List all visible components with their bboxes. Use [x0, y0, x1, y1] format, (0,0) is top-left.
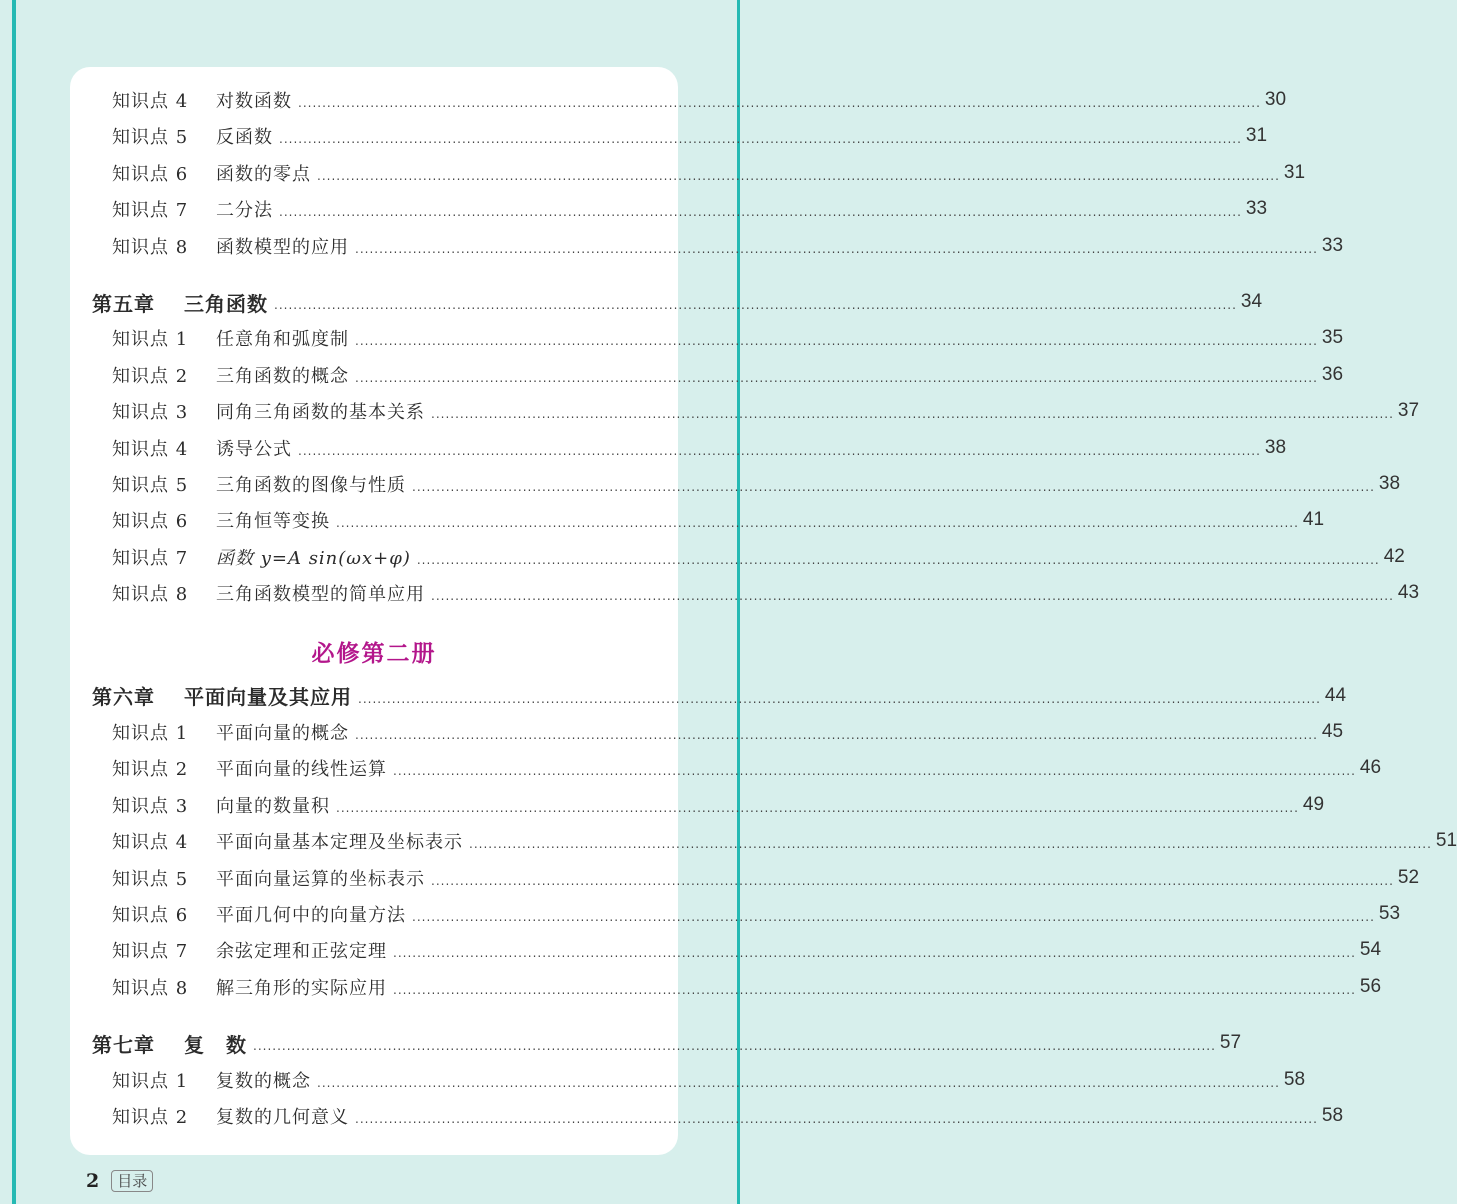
entry-title: 平面向量的线性运算 [216, 759, 387, 781]
chapter-title: 三角函数 [184, 291, 268, 316]
entry-title: 诱导公式 [216, 438, 292, 460]
knowledge-point-number: 知识点 1 [112, 1070, 189, 1092]
entry-title: 平面向量的概念 [216, 723, 349, 744]
page-number: 41 [1302, 509, 1325, 531]
toc-entry-row[interactable] [70, 899, 1401, 929]
entry-title: 三角函数模型的简单应用 [216, 584, 425, 606]
chapter-row[interactable] [70, 287, 1263, 317]
toc-entry-row[interactable] [70, 231, 1344, 261]
entry-label [70, 681, 352, 710]
entry-label [70, 196, 273, 222]
knowledge-point-number: 知识点 1 [112, 329, 189, 351]
toc-entry-row[interactable] [70, 194, 1268, 224]
entry-label [70, 937, 387, 963]
page-number: 54 [1359, 939, 1382, 961]
toc-entry-row[interactable] [70, 85, 1287, 115]
dot-leader: ........................................................................................................................................................................................................ [317, 1075, 1280, 1090]
entry-title: 平面向量基本定理及坐标表示 [216, 832, 463, 854]
page-number: 33 [1245, 198, 1268, 220]
knowledge-point-number: 知识点 6 [112, 905, 189, 926]
dot-leader: ........................................................................................................................................................................................................ [298, 443, 1261, 458]
page-number: 45 [1321, 721, 1344, 742]
knowledge-point-number: 知识点 8 [112, 584, 189, 606]
chapter-title: 复 数 [184, 1032, 247, 1057]
page-number: 2 [86, 1170, 100, 1192]
knowledge-point-number: 知识点 8 [112, 977, 189, 999]
toc-entry-row[interactable] [70, 1101, 1344, 1131]
knowledge-point-number: 知识点 7 [112, 200, 189, 222]
entry-label [70, 435, 292, 461]
dot-leader: ........................................................................................................................................................................................................ [431, 873, 1394, 888]
page-number: 57 [1219, 1032, 1242, 1054]
page-number: 30 [1264, 89, 1287, 110]
knowledge-point-number: 知识点 7 [112, 547, 189, 569]
dot-leader: ........................................................................................................................................................................................................ [355, 334, 1318, 349]
toc-entry-row[interactable] [70, 1065, 1306, 1095]
knowledge-point-number: 知识点 2 [112, 1107, 189, 1128]
toc-entry-row[interactable] [70, 433, 1287, 463]
entry-label [70, 755, 387, 781]
knowledge-point-number: 知识点 8 [112, 236, 189, 258]
knowledge-point-number: 知识点 3 [112, 795, 189, 817]
section-title: 必修第二册 [311, 640, 437, 667]
page-number: 53 [1378, 903, 1401, 924]
entry-label [70, 233, 349, 259]
knowledge-point-number: 知识点 2 [112, 759, 189, 781]
entry-label [70, 1029, 247, 1058]
toc-entry-row[interactable] [70, 542, 1405, 572]
entry-title: 三角函数的概念 [216, 365, 349, 387]
toc-entry-row[interactable] [70, 826, 1457, 856]
dot-leader: ........................................................................................................................................................................................................ [355, 728, 1318, 742]
entry-title: 三角函数的图像与性质 [216, 475, 406, 496]
page-number: 52 [1397, 866, 1420, 888]
toc-entry-row[interactable] [70, 505, 1325, 535]
knowledge-point-number: 知识点 1 [112, 723, 189, 744]
knowledge-point-number: 知识点 6 [112, 163, 189, 185]
entry-title: 函数 y=A sin(ωx+φ) [216, 547, 411, 569]
dot-leader: ........................................................................................................................................................................................................ [393, 946, 1356, 961]
knowledge-point-number: 知识点 5 [112, 868, 189, 890]
page-number: 43 [1397, 582, 1420, 604]
entry-label [70, 792, 330, 818]
chapter-title: 平面向量及其应用 [184, 685, 352, 710]
toc-card [70, 67, 1457, 1155]
dot-leader: ........................................................................................................................................................................................................ [431, 407, 1394, 422]
entry-label [70, 471, 406, 497]
entry-label [70, 160, 311, 186]
entry-label [70, 398, 425, 424]
knowledge-point-number: 知识点 3 [112, 402, 189, 424]
page-number: 51 [1435, 830, 1457, 852]
page-number: 58 [1321, 1105, 1344, 1126]
toc-entry-row[interactable] [70, 863, 1420, 893]
knowledge-point-number: 知识点 4 [112, 438, 189, 460]
toc-entry-row[interactable] [70, 323, 1344, 353]
knowledge-point-number: 知识点 7 [112, 941, 189, 963]
entry-label [70, 544, 411, 570]
dot-leader: ........................................................................................................................................................................................................ [416, 552, 1380, 567]
entry-title: 函数模型的应用 [216, 236, 349, 258]
page-number: 49 [1302, 793, 1325, 815]
knowledge-point-number: 知识点 2 [112, 365, 189, 387]
dot-leader: ........................................................................................................................................................................................................ [279, 205, 1242, 220]
entry-label [70, 123, 273, 149]
page-number: 44 [1324, 684, 1347, 706]
dot-leader: ........................................................................................................................................................................................................ [412, 480, 1375, 494]
toc-entry-row[interactable] [70, 396, 1420, 426]
toc-entry-row[interactable] [70, 578, 1420, 608]
entry-label [70, 580, 425, 606]
page-number: 34 [1240, 291, 1263, 312]
entry-title: 解三角形的实际应用 [216, 977, 387, 999]
dot-leader: ........................................................................................................................................................................................................ [274, 298, 1237, 312]
entry-title: 平面几何中的向量方法 [216, 905, 406, 926]
entry-label [70, 974, 387, 1000]
entry-label [70, 1067, 311, 1093]
dot-leader: ........................................................................................................................................................................................................ [317, 168, 1280, 183]
page-number: 33 [1321, 234, 1344, 256]
chapter-row[interactable] [70, 1028, 1242, 1058]
entry-label [70, 288, 268, 317]
entry-title: 同角三角函数的基本关系 [216, 402, 425, 424]
dot-leader: ........................................................................................................................................................................................................ [469, 837, 1432, 852]
dot-leader: ........................................................................................................................................................................................................ [393, 982, 1356, 997]
toc-entry-row[interactable] [70, 121, 1268, 151]
dot-leader: ........................................................................................................................................................................................................ [336, 516, 1299, 531]
dot-leader: ........................................................................................................................................................................................................ [336, 800, 1299, 815]
entry-title: 函数的零点 [216, 163, 311, 185]
page-number: 31 [1245, 125, 1268, 147]
page-number: 38 [1264, 436, 1287, 458]
toc-tag: 目录 [111, 1170, 153, 1192]
entry-label [70, 325, 349, 351]
knowledge-point-number: 知识点 4 [112, 91, 189, 112]
chapter-number: 第六章 [92, 685, 155, 710]
entry-title: 余弦定理和正弦定理 [216, 941, 387, 963]
dot-leader: ........................................................................................................................................................................................................ [355, 370, 1318, 385]
knowledge-point-number: 知识点 6 [112, 511, 189, 533]
entry-label [70, 865, 425, 891]
dot-leader: ........................................................................................................................................................................................................ [412, 910, 1375, 924]
left-edge-stripe [12, 0, 16, 1204]
page-number: 36 [1321, 363, 1344, 385]
toc-entry-row[interactable] [70, 753, 1382, 783]
dot-leader: ........................................................................................................................................................................................................ [298, 96, 1261, 110]
toc-entry-row[interactable] [70, 717, 1344, 747]
dot-leader: ........................................................................................................................................................................................................ [355, 1112, 1318, 1126]
entry-label [70, 901, 406, 927]
entry-title: 平面向量运算的坐标表示 [216, 868, 425, 890]
entry-title: 向量的数量积 [216, 795, 330, 817]
chapter-number: 第七章 [92, 1032, 155, 1057]
knowledge-point-number: 知识点 5 [112, 127, 189, 149]
entry-title: 二分法 [216, 200, 273, 222]
entry-title: 任意角和弧度制 [216, 329, 349, 351]
entry-label [70, 828, 463, 854]
dot-leader: ........................................................................................................................................................................................................ [279, 132, 1242, 147]
toc-entry-row[interactable] [70, 158, 1306, 188]
entry-label [70, 1103, 349, 1129]
entry-label [70, 719, 349, 745]
entry-title: 对数函数 [216, 91, 292, 112]
entry-label [70, 507, 330, 533]
entry-title: 反函数 [216, 127, 273, 149]
dot-leader: ........................................................................................................................................................................................................ [393, 764, 1356, 779]
entry-title: 复数的几何意义 [216, 1107, 349, 1128]
page-number: 35 [1321, 327, 1344, 349]
page-number: 38 [1378, 473, 1401, 494]
entry-label [70, 87, 292, 113]
knowledge-point-number: 知识点 4 [112, 832, 189, 854]
toc-entry-row[interactable] [70, 790, 1325, 820]
toc-entry-row[interactable] [70, 972, 1382, 1002]
dot-leader: ........................................................................................................................................................................................................ [253, 1039, 1216, 1054]
toc-entry-row[interactable] [70, 469, 1401, 499]
chapter-row[interactable] [70, 681, 1347, 711]
page-number: 37 [1397, 400, 1420, 422]
toc-entry-row[interactable] [70, 935, 1382, 965]
page-number: 56 [1359, 975, 1382, 997]
dot-leader: ........................................................................................................................................................................................................ [358, 691, 1321, 706]
knowledge-point-number: 知识点 5 [112, 475, 189, 496]
page-footer [86, 1170, 153, 1192]
dot-leader: ........................................................................................................................................................................................................ [431, 589, 1394, 604]
entry-title: 复数的概念 [216, 1070, 311, 1092]
entry-label [70, 362, 349, 388]
dot-leader: ........................................................................................................................................................................................................ [355, 241, 1318, 256]
page-number: 46 [1359, 757, 1382, 779]
entry-title: 三角恒等变换 [216, 511, 330, 533]
page-number: 58 [1283, 1068, 1306, 1090]
chapter-number: 第五章 [92, 291, 155, 316]
page-number: 42 [1383, 545, 1405, 567]
toc-entry-row[interactable] [70, 360, 1344, 390]
page-number: 31 [1283, 161, 1306, 183]
